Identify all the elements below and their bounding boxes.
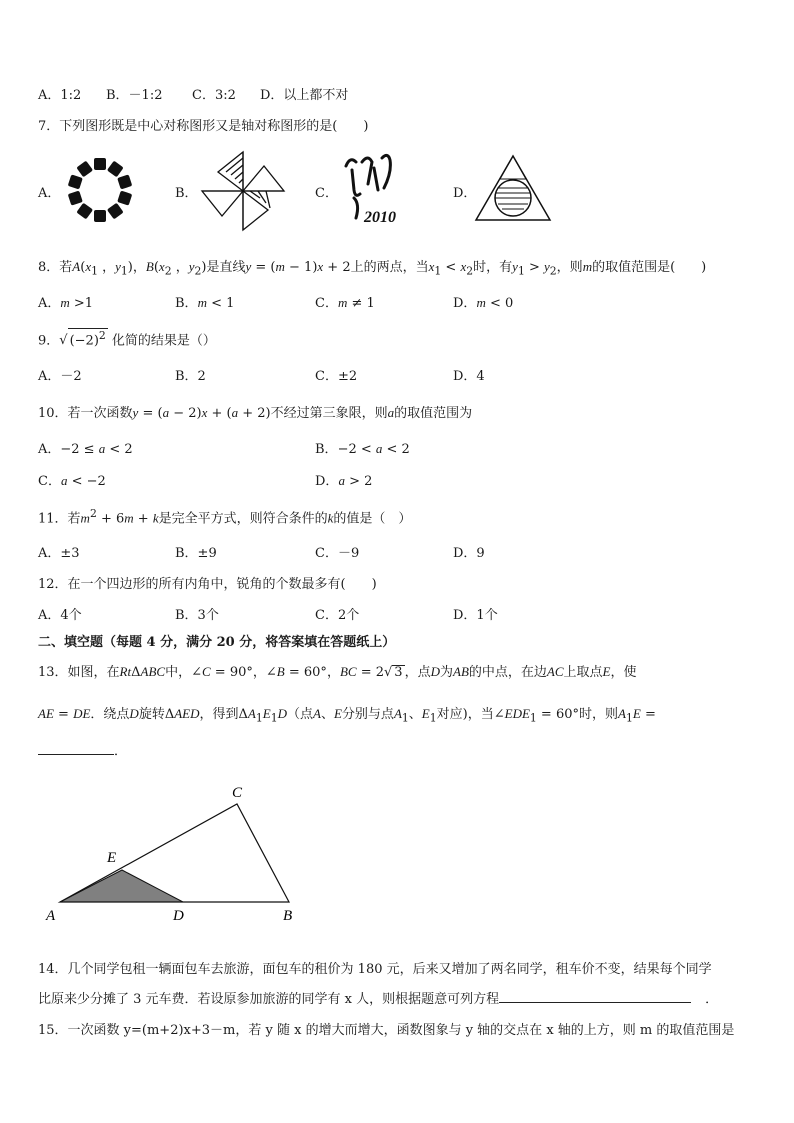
q8-stem: 8．若$A(x_1$ ，$y_1$)，$B(x_2$ ，$y_2$)是直线y = (m − 1)x + 2上的两点，当$x_1 < x_2$时，有$y_1 > y_2$，则m的取值范围是( )	[38, 259, 707, 278]
q11-prefix: 11．若	[38, 511, 81, 527]
q11-option-c: C．－9	[315, 546, 360, 561]
q9-option-a: A．－2	[38, 369, 82, 384]
q12-option-b: B．3个	[175, 608, 219, 623]
q9-stem	[38, 328, 216, 348]
q8-text-5: 的取值范围是( )	[592, 260, 707, 275]
label-c: C	[232, 785, 243, 801]
q10-tail-2: 的取值范围为	[394, 406, 473, 421]
q13-triangle-figure	[40, 780, 310, 930]
shaded-triangle-aed	[60, 870, 183, 902]
q9-option-c: C．±2	[315, 369, 358, 384]
q10-option-c: C．a < −2	[38, 473, 106, 489]
calligraphy-emblem-icon	[338, 148, 414, 228]
q13-line-2: AE = DE．绕点D旋转ΔAED，得到$\Delta A_1E_1D$（点A、E分别与点$A_1$、$E_1$对应)，当$\angle EDE_1 = 60^\circ$时，则$A_1E$ =	[38, 706, 656, 725]
q13-line-1: 13．如图，在RtΔABC中，∠C = 90°，∠B = 60°，BC = 2√ 3 ，点D为AB的中点，在边AC上取点E，使	[38, 664, 637, 680]
q10-option-a: A．−2 ≤ a < 2	[38, 441, 133, 457]
q9-option-d: D．4	[453, 369, 485, 384]
q12-stem: 12．在一个四边形的所有内角中，锐角的个数最多有( )	[38, 577, 377, 592]
sqrt-expression: √ $(-2)^2$	[59, 329, 106, 349]
label-a: A	[46, 908, 56, 924]
q11-option-a: A．±3	[38, 546, 80, 561]
q7-label-c: C．	[315, 186, 338, 201]
section-heading-fill-in: 二、填空题（每题 4 分，满分 20 分，将答案填在答题纸上）	[38, 635, 396, 650]
dashed-ring-icon	[60, 152, 140, 228]
pinwheel-icon	[198, 148, 288, 234]
emblem-year-text: 2010	[364, 209, 396, 226]
q8-text-3: 时，有	[473, 260, 513, 275]
label-e: E	[107, 850, 117, 866]
q9-option-b: B．2	[175, 369, 206, 384]
q11-stem: 11．若$m^2 + 6m + k$是完全平方式，则符合条件的k的值是（ ）	[38, 507, 412, 527]
label-b: B	[283, 908, 293, 924]
q15-line-1: 15．一次函数 y=(m+2)x+3－m，若 y 随 x 的增大而增大，函数图象与 y 轴的交点在 x 轴的上方，则 m 的取值范围是	[38, 1023, 735, 1038]
q12-option-c: C．2个	[315, 608, 360, 623]
q14-line-1: 14．几个同学包租一辆面包车去旅游，面包车的租价为 180 元，后来又增加了两名同学，租车价不变，结果每个同学	[38, 962, 712, 977]
q7-label-d: D．	[453, 186, 477, 201]
q6-option-b: B．－1:2	[106, 88, 163, 103]
q10-prefix: 10．若一次函数	[38, 406, 133, 421]
q8-option-a: A．m >1	[38, 295, 94, 311]
q14-answer-blank[interactable]	[499, 990, 691, 1003]
q8-option-b: B．m < 1	[175, 295, 235, 311]
q6-option-a: A．1:2	[38, 88, 82, 103]
q8-option-c: C．m ≠ 1	[315, 295, 375, 311]
q12-option-a: A．4个	[38, 608, 82, 623]
q11-option-d: D．9	[453, 546, 485, 561]
q14-line-2: 比原来少分摊了 3 元车费．若设原参加旅游的同学有 x 人，则根据题意可列方程 ．	[38, 992, 719, 1007]
q11-option-b: B．±9	[175, 546, 217, 561]
q13-answer-blank[interactable]	[38, 742, 114, 755]
q13-answer-line: ．	[38, 740, 127, 759]
q10-option-b: B．−2 < a < 2	[315, 441, 410, 457]
q10-option-d: D．a > 2	[315, 473, 373, 489]
q9-prefix: 9．	[38, 333, 60, 349]
q8-prefix: 8．若	[38, 260, 73, 275]
q12-option-d: D．1个	[453, 608, 498, 623]
q11-tail-2: 的值是（ ）	[333, 511, 412, 527]
q7-stem: 7．下列图形既是中心对称图形又是轴对称图形的是( )	[38, 119, 369, 134]
label-d: D	[173, 908, 184, 924]
q6-option-c: C．3:2	[192, 88, 236, 103]
q8-text-2: 上的两点，当	[350, 260, 429, 275]
q7-label-a: A．	[38, 186, 61, 201]
q9-tail: 化简的结果是（）	[111, 333, 216, 349]
triangle-circle-icon	[474, 152, 552, 224]
q11-tail-1: 是完全平方式，则符合条件的	[158, 511, 328, 527]
q7-label-b: B．	[175, 186, 198, 201]
q6-option-d: D．以上都不对	[260, 88, 349, 103]
q10-tail-1: 不经过第三象限，则	[270, 406, 388, 421]
q10-stem: 10．若一次函数y = (a − 2)x + (a + 2)不经过第三象限，则a的取值范围为	[38, 405, 473, 421]
q8-option-d: D．m < 0	[453, 295, 514, 311]
q8-text-4: ，则	[556, 260, 583, 275]
q8-text-1: 是直线	[206, 260, 246, 275]
